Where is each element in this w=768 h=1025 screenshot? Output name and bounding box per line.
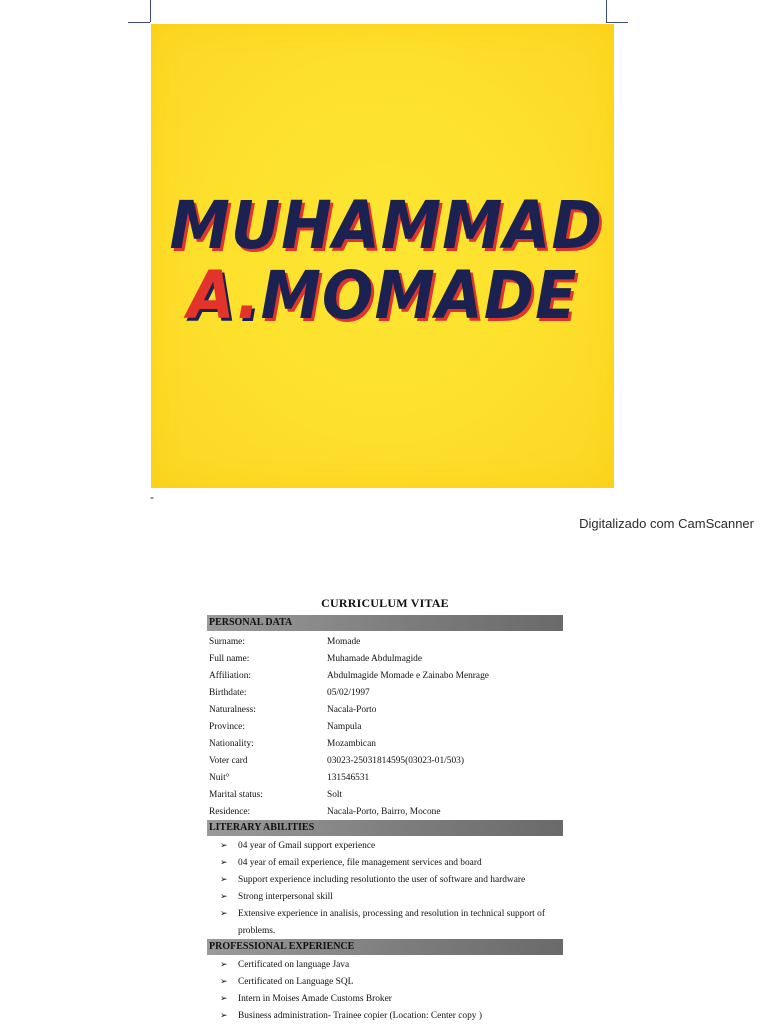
- cover-last-name-line: [170, 256, 596, 336]
- list-item-text: Strong interpersonal skill: [238, 892, 333, 903]
- list-item-text: 04 year of Gmail support experience: [238, 841, 376, 851]
- arrow-bullet-icon: ➢: [220, 892, 228, 903]
- personal-data-label: Residence:: [209, 807, 251, 818]
- professional-experience-list: [220, 957, 570, 1025]
- personal-data-value: 131546531: [327, 773, 370, 784]
- list-item-text: Certificated on Language SQL: [238, 977, 354, 988]
- personal-data-label: Voter card: [209, 756, 248, 767]
- list-item: [220, 838, 570, 855]
- arrow-bullet-icon: ➢: [220, 960, 228, 970]
- personal-data-row: [209, 684, 569, 701]
- personal-data-label: Affiliation:: [209, 670, 252, 681]
- cover-last-name: MOMADE: [260, 257, 578, 334]
- list-item-text: Support experience including resolutionto the user of software and hardware: [238, 875, 526, 886]
- section-heading-personal-data: PERSONAL DATA: [207, 615, 563, 631]
- personal-data-label: Province:: [209, 722, 245, 733]
- list-item: [220, 991, 570, 1008]
- personal-data-value: Momade: [327, 636, 361, 647]
- personal-data-value: Nacala-Porto, Bairro, Mocone: [327, 807, 441, 818]
- arrow-bullet-icon: ➢: [220, 977, 228, 988]
- section-heading-literary-abilities: LITERARY ABILITIES: [207, 820, 563, 836]
- list-item: [220, 974, 570, 991]
- personal-data-row: [209, 770, 569, 787]
- personal-data-row: [209, 650, 569, 667]
- personal-data-row: [209, 667, 569, 684]
- crop-mark: [606, 0, 607, 22]
- list-item: [220, 872, 570, 889]
- crop-mark: [150, 0, 151, 22]
- list-item-text: Business administration- Trainee copier (Location: Center copy ): [238, 1011, 482, 1022]
- list-item-text: Extensive experience in analisis, processing and resolution in technical support of problems.: [238, 909, 545, 937]
- personal-data-value: Muhamade Abdulmagide: [327, 653, 423, 664]
- personal-data-value: Nacala-Porto: [327, 704, 377, 715]
- page-dash: -: [150, 490, 154, 504]
- arrow-bullet-icon: ➢: [220, 909, 228, 920]
- personal-data-label: Naturalness:: [209, 704, 256, 715]
- personal-data-value: 03023-25031814595(03023-01/503): [327, 756, 464, 767]
- section-heading-professional-experience: PROFESSIONAL EXPERIENCE: [207, 939, 563, 955]
- list-item-text: 04 year of email experience, file management services and board: [238, 858, 482, 869]
- personal-data-label: Full name:: [209, 653, 250, 664]
- cover-name-card: [151, 24, 614, 488]
- personal-data-row: [209, 633, 569, 650]
- crop-mark: [606, 22, 628, 23]
- personal-data-row: [209, 787, 569, 804]
- arrow-bullet-icon: ➢: [220, 858, 228, 869]
- personal-data-row: [209, 736, 569, 753]
- scanner-caption: Digitalizado com CamScanner: [579, 516, 754, 531]
- list-item-text: Certificated on language Java: [238, 960, 350, 970]
- arrow-bullet-icon: ➢: [220, 1011, 228, 1022]
- personal-data-value: Mozambican: [327, 739, 376, 750]
- personal-data-value: Abdulmagide Momade e Zainabo Menrage: [327, 670, 489, 681]
- personal-data-row: [209, 701, 569, 718]
- personal-data-value: Nampula: [327, 722, 362, 733]
- personal-data-label: Birthdate:: [209, 687, 247, 698]
- crop-mark: [128, 22, 150, 23]
- personal-data-label: Nationality:: [209, 739, 254, 750]
- arrow-bullet-icon: ➢: [220, 994, 228, 1005]
- list-item: [220, 957, 570, 974]
- cover-initial: A.: [187, 257, 261, 334]
- list-item-text: Intern in Moises Amade Customs Broker: [238, 994, 392, 1005]
- list-item: [220, 855, 570, 872]
- list-item: [220, 889, 570, 906]
- personal-data-table: [209, 633, 569, 821]
- literary-abilities-list: [220, 838, 570, 941]
- personal-data-label: Marital status:: [209, 790, 263, 801]
- personal-data-label: Surname:: [209, 636, 245, 647]
- personal-data-row: [209, 804, 569, 821]
- personal-data-row: [209, 718, 569, 735]
- cv-page: [0, 560, 768, 1024]
- personal-data-row: [209, 753, 569, 770]
- arrow-bullet-icon: ➢: [220, 841, 228, 851]
- personal-data-label: Nuit°: [209, 773, 230, 784]
- arrow-bullet-icon: ➢: [220, 875, 228, 886]
- personal-data-value: Solt: [327, 790, 343, 801]
- list-item: [220, 906, 570, 940]
- personal-data-value: 05/02/1997: [327, 687, 370, 698]
- cv-title: CURRICULUM VITAE: [321, 596, 449, 610]
- cover-first-name: MUHAMMAD: [169, 187, 603, 264]
- list-item: [220, 1008, 570, 1025]
